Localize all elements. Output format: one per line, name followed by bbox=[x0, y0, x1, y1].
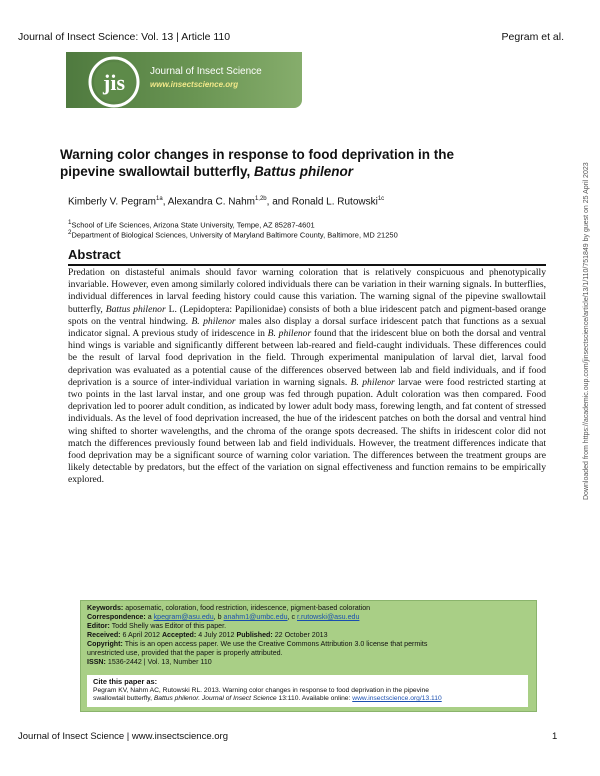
banner-title: Journal of Insect Science bbox=[150, 66, 262, 77]
correspondence: Correspondence: a kpegram@asu.edu, b anahm1@umbc.edu, c r.rutowski@asu.edu bbox=[87, 613, 360, 621]
download-watermark: Downloaded from https://academic.oup.com/jinsectscience/article/13/1/110/751849 by guest on 25 April 2023 bbox=[583, 162, 590, 500]
abstract-rule bbox=[68, 264, 546, 266]
citation-heading: Cite this paper as: bbox=[93, 677, 158, 686]
author-2: Alexandra C. Nahm bbox=[167, 196, 255, 208]
running-header-journal: Journal of Insect Science: Vol. 13 | Article 110 bbox=[18, 31, 231, 43]
email-link-c[interactable]: r.rutowski@asu.edu bbox=[297, 613, 360, 621]
email-link-a[interactable]: kpegram@asu.edu bbox=[153, 613, 214, 621]
title-line-2: pipevine swallowtail butterfly, Battus philenor bbox=[60, 164, 354, 179]
copyright: Copyright: This is an open access paper. We use the Creative Commons Attribution 3.0 license that permits bbox=[87, 640, 428, 648]
author-1: Kimberly V. Pegram bbox=[68, 196, 156, 208]
citation-text: Pegram KV, Nahm AC, Rutowski RL. 2013. Warning color changes in response to food deprivation in the pipevine swallowtail butterfly, Battus philenor. Journal of Insect Science 13:110. Available online: www.insectscience.org/13.110 bbox=[93, 687, 442, 703]
citation-box bbox=[87, 675, 528, 707]
running-header-authors: Pegram et al. bbox=[501, 31, 564, 43]
author-3: Ronald L. Rutowski bbox=[291, 196, 378, 208]
title-line-1: Warning color changes in response to food deprivation in the bbox=[60, 147, 455, 162]
logo-text: jis bbox=[103, 70, 125, 95]
affiliation-2: $^2$Department of Biological Sciences, University of Maryland Baltimore County, Baltimore, MD 21250 bbox=[68, 229, 398, 240]
keywords: Keywords: aposematic, coloration, food restriction, iridescence, pigment-based coloration bbox=[87, 604, 371, 612]
abstract-heading: Abstract bbox=[68, 247, 121, 262]
issn: ISSN: 1536-2442 | Vol. 13, Number 110 bbox=[87, 658, 212, 666]
abstract-body: Predation on distasteful animals should favor warning coloration that is relatively conspicuous and phenotypically invariable. However, even among similarly colored individuals there can be variation in their warning signals. In butterflies, individual differences in larval feeding history could cause this variation. The warning signal of the pipevine swallowtail butterfly, Battus philenor L. (Lepidoptera: Papilionidae) consists of both a blue iridescent patch and pigment-based orange spots on the ventral hindwing. B. philenor males also display a dorsal surface iridescent patch that functions as a sexual indicator signal. A previous study of iridescence in B. philenor found that the iridescent blue on both the dorsal and ventral hind wings is variable and significantly different between lab-reared and field-caught individuals. These differences could be the result of larval food deprivation in the field. Through experimental manipulation of larval diet, larval food deprivation was evaluated as a potential cause of the differences observed between lab and field individuals, and if food deprivation is a source of inter-individual variation in warning signals. B. philenor larvae were food restricted starting at two points in the last larval instar, and one group was fed through pupation. Adult coloration was then compared. Food deprivation led to poorer adult condition, as indicated by lower adult body mass, forewing length, and fat content of stressed individuals. As the level of food deprivation increased, the hue of the iridescent patches on both the dorsal and ventral hind wing shifted to shorter wavelengths, and the chroma of the orange spots decreased. The shifts in iridescent color did not match the differences previously found between lab and field individuals. However, the treatment differences indicate that food deprivation may be a significant source of warning color variation. The differences between the treatment groups are likely detectable by predators, but the effect of the variation on signal effectiveness and function remains to be empirically explored. bbox=[68, 267, 547, 486]
banner-url-link[interactable]: www.insectscience.org bbox=[150, 80, 239, 89]
dates: Received: 6 April 2012 Accepted: 4 July 2012 Published: 22 October 2013 bbox=[87, 631, 328, 639]
paper-title bbox=[60, 146, 550, 180]
jis-logo-icon bbox=[84, 52, 144, 116]
footer-journal: Journal of Insect Science | www.insectscience.org bbox=[18, 731, 228, 742]
copyright-cont: unrestricted use, provided that the paper is properly attributed. bbox=[87, 649, 283, 657]
email-link-b[interactable]: anahm1@umbc.edu bbox=[223, 613, 288, 621]
editor: Editor: Todd Shelly was Editor of this paper. bbox=[87, 622, 227, 630]
page-number: 1 bbox=[552, 731, 558, 742]
author-list: Kimberly V. Pegram$^{1a}$, Alexandra C. Nahm$^{1,2b}$, and Ronald L. Rutowski$^{1c}$ bbox=[68, 196, 385, 208]
article-info-box bbox=[80, 600, 537, 712]
affiliation-1: $^1$School of Life Sciences, Arizona State University, Tempe, AZ 85287-4601 bbox=[68, 219, 315, 230]
citation-link[interactable]: www.insectscience.org/13.110 bbox=[352, 695, 442, 703]
